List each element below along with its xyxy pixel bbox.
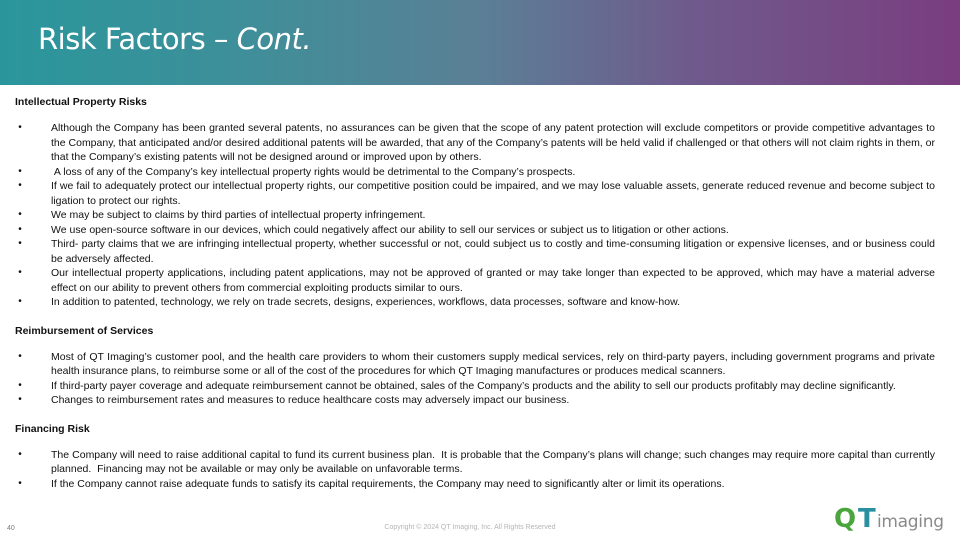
list-item bbox=[15, 448, 938, 477]
bullet-icon: • bbox=[18, 350, 22, 362]
bullet-text: Changes to reimbursement rates and measures to reduce healthcare costs may adversely impact our business. bbox=[51, 394, 570, 406]
list-item bbox=[15, 165, 935, 180]
logo-q-letter: Q bbox=[834, 504, 857, 534]
qt-imaging-logo bbox=[834, 504, 954, 536]
bullet-list bbox=[15, 350, 935, 408]
copyright-notice: Copyright © 2024 QT Imaging, Inc. All Rights Reserved bbox=[384, 524, 556, 531]
logo-t-letter: T bbox=[858, 504, 876, 534]
section-title: Financing Risk bbox=[15, 422, 90, 435]
bullet-text: Third- party claims that we are infringing intellectual property, whether successful or not, could subject us to costly and time-consuming litigation or expensive licenses, and or business could be adversely affected. bbox=[51, 238, 935, 265]
list-item bbox=[15, 208, 935, 223]
slide-header-banner bbox=[0, 0, 960, 85]
list-item bbox=[15, 179, 935, 208]
section-financing bbox=[15, 422, 938, 492]
slide-title bbox=[38, 22, 311, 56]
slide-title-main: Risk Factors – bbox=[38, 22, 237, 56]
bullet-list bbox=[15, 121, 935, 310]
bullet-icon: • bbox=[18, 122, 22, 133]
bullet-text: We use open-source software in our devices, which could negatively affect our ability to sell our services or subject us to litigation or other actions. bbox=[51, 223, 729, 236]
bullet-icon: • bbox=[18, 448, 22, 460]
bullet-text: We may be subject to claims by third parties of intellectual property infringement. bbox=[51, 209, 426, 221]
bullet-icon: • bbox=[18, 165, 22, 177]
list-item bbox=[15, 295, 935, 310]
bullet-icon: • bbox=[18, 394, 22, 405]
list-item bbox=[15, 237, 935, 266]
bullet-icon: • bbox=[18, 180, 22, 191]
bullet-text: Our intellectual property applications, including patent applications, may not be approved of granted or may take longer than expected to be approved, which may have a material adverse effect on our ability to prevent others from commercial exploiting products similar to ours. bbox=[51, 267, 935, 294]
bullet-icon: • bbox=[18, 209, 22, 220]
bullet-text: If third-party payer coverage and adequate reimbursement cannot be obtained, sales of the Company’s products and the ability to sell our products profitably may decline significantly. bbox=[51, 379, 896, 392]
bullet-icon: • bbox=[18, 296, 22, 307]
list-item bbox=[15, 379, 935, 394]
section-intellectual-property bbox=[15, 96, 935, 310]
list-item bbox=[15, 223, 935, 238]
page-number: 40 bbox=[7, 525, 15, 532]
bullet-text: A loss of any of the Company’s key intellectual property rights would be detrimental to the Company’s prospects. bbox=[51, 165, 576, 178]
bullet-text: Most of QT Imaging’s customer pool, and the health care providers to whom their customers supply medical services, rely on third-party payers, including government programs and private health insurance plans, to reimburse some or all of the cost of the procedures for which QT Imaging manufactures or produces medical scanners. bbox=[51, 350, 935, 377]
list-item bbox=[15, 393, 935, 408]
bullet-list bbox=[15, 448, 938, 492]
slide-title-emphasis: Cont. bbox=[236, 22, 312, 56]
logo-wordmark: imaging bbox=[877, 512, 944, 532]
bullet-text: If the Company cannot raise adequate funds to satisfy its capital requirements, the Company may need to significantly alter or limit its operations. bbox=[51, 477, 725, 490]
list-item bbox=[15, 477, 935, 492]
bullet-text: The Company will need to raise additional capital to fund its current business plan. It is probable that the Company’s plans will change; such changes may require more capital than currently planned. Financing may not be available or may only be available on unfavorable terms. bbox=[51, 448, 938, 475]
bullet-icon: • bbox=[18, 477, 22, 489]
list-item bbox=[15, 266, 935, 295]
bullet-text: In addition to patented, technology, we rely on trade secrets, designs, experiences, workflows, data processes, software and know-how. bbox=[51, 296, 680, 308]
section-title: Intellectual Property Risks bbox=[15, 96, 147, 108]
bullet-icon: • bbox=[18, 379, 22, 391]
bullet-icon: • bbox=[18, 267, 22, 278]
bullet-icon: • bbox=[18, 223, 22, 235]
list-item bbox=[15, 350, 935, 379]
bullet-text: Although the Company has been granted several patents, no assurances can be given that the scope of any patent protection will exclude competitors or provide competitive advantages to the Company, that anticipated and/or desired additional patents will be awarded, that any of the Company’s patents will be held valid if challenged or that others will not claim rights in them, or that the Company’s existing patents will not be designed around or improved upon by others. bbox=[51, 122, 935, 163]
bullet-text: If we fail to adequately protect our intellectual property rights, our competitive position could be impaired, and we may lose valuable assets, generate reduced revenue and become subject to ligation to protect our rights. bbox=[51, 180, 935, 207]
section-title: Reimbursement of Services bbox=[15, 324, 154, 337]
list-item bbox=[15, 121, 935, 165]
section-reimbursement bbox=[15, 325, 935, 408]
slide-body bbox=[15, 96, 938, 491]
bullet-icon: • bbox=[18, 238, 22, 249]
